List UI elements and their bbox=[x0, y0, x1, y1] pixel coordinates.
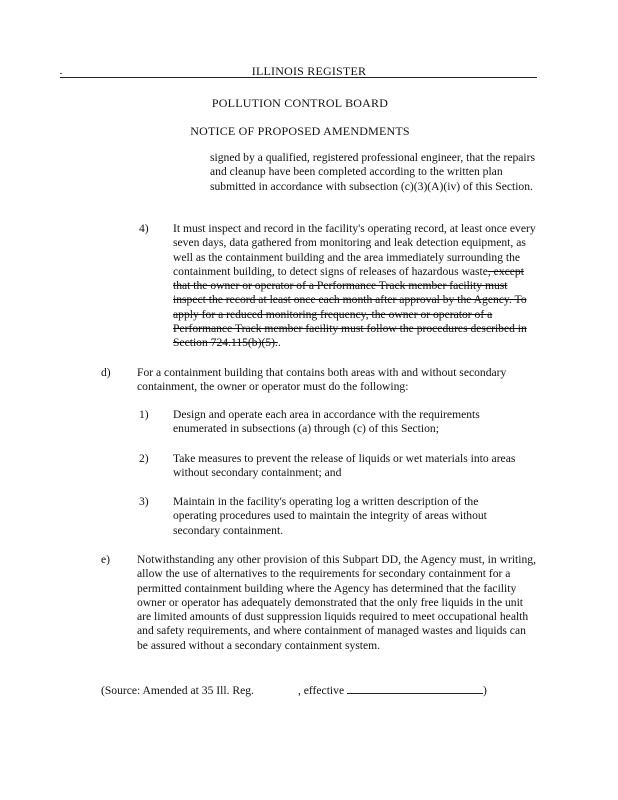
source-open: (Source: Amended at 35 Ill. Reg. bbox=[101, 684, 254, 697]
item-4-body: It must inspect and record in the facility's operating record, at least once every seven days, data gathered from monitoring and leak detection equipment, as well as the containment building and the area immediately surrounding the containment building, to detect signs of releases of hazardous waste bbox=[173, 222, 536, 278]
board-title: POLLUTION CONTROL BOARD bbox=[211, 96, 389, 110]
section-d-item-2-text: Take measures to prevent the release of liquids or wet materials into areas without secondary containment; and bbox=[173, 452, 516, 480]
section-d-label: d) bbox=[101, 366, 111, 379]
section-d-item-3-label: 3) bbox=[139, 495, 149, 508]
section-e-text: Notwithstanding any other provision of this Subpart DD, the Agency must, in writing, allow the use of alternatives to the requirements for secondary containment for a permitted containment building where the Agency has determined that the facility owner or operator has adequately demonstrated that the only free liquids in the unit are limited amounts of dust suppression liquids required to meet occupational health and safety requirements, and where containment of managed wastes and liquids can be assured without a secondary containment system. bbox=[137, 553, 536, 652]
effective-date-blank bbox=[347, 682, 483, 694]
item-4-text bbox=[173, 222, 541, 351]
continuation-paragraph: signed by a qualified, registered professional engineer, that the repairs and cleanup have been completed according to the written plan submitted in accordance with subsection (c)(3)(A)(iv) of this Section. bbox=[210, 151, 536, 193]
section-d-item-3-text: Maintain in the facility's operating log a written description of the operating procedures used to maintain the integrity of areas without secondary containment. bbox=[173, 495, 487, 537]
section-d-item-2-label: 2) bbox=[139, 452, 149, 465]
register-title: ILLINOIS REGISTER bbox=[251, 64, 367, 78]
item-4-strikethrough: , except that the owner or operator of a Performance Track member facility must inspect the record at least once each month after approval by the Agency. To apply for a reduced monitoring frequency, the owner or operator of a Performance Track member facility must follow the procedures described in Section 724.115(b)(5). bbox=[173, 264, 527, 350]
register-blank bbox=[254, 683, 298, 694]
section-d-item-1-label: 1) bbox=[139, 408, 149, 421]
header-rule bbox=[60, 77, 537, 78]
section-e-label: e) bbox=[101, 553, 111, 566]
source-effective: , effective bbox=[297, 684, 345, 697]
source-note bbox=[101, 682, 531, 698]
item-4-period: . bbox=[277, 336, 281, 350]
item-4-label: 4) bbox=[139, 222, 149, 235]
notice-title: NOTICE OF PROPOSED AMENDMENTS bbox=[190, 124, 410, 138]
source-close: ) bbox=[483, 684, 487, 697]
section-d-intro: For a containment building that contains both areas with and without secondary containment, the owner or operator must do the following: bbox=[137, 366, 507, 394]
section-d-item-1-text: Design and operate each area in accordance with the requirements enumerated in subsections (a) through (c) of this Section; bbox=[173, 408, 480, 436]
